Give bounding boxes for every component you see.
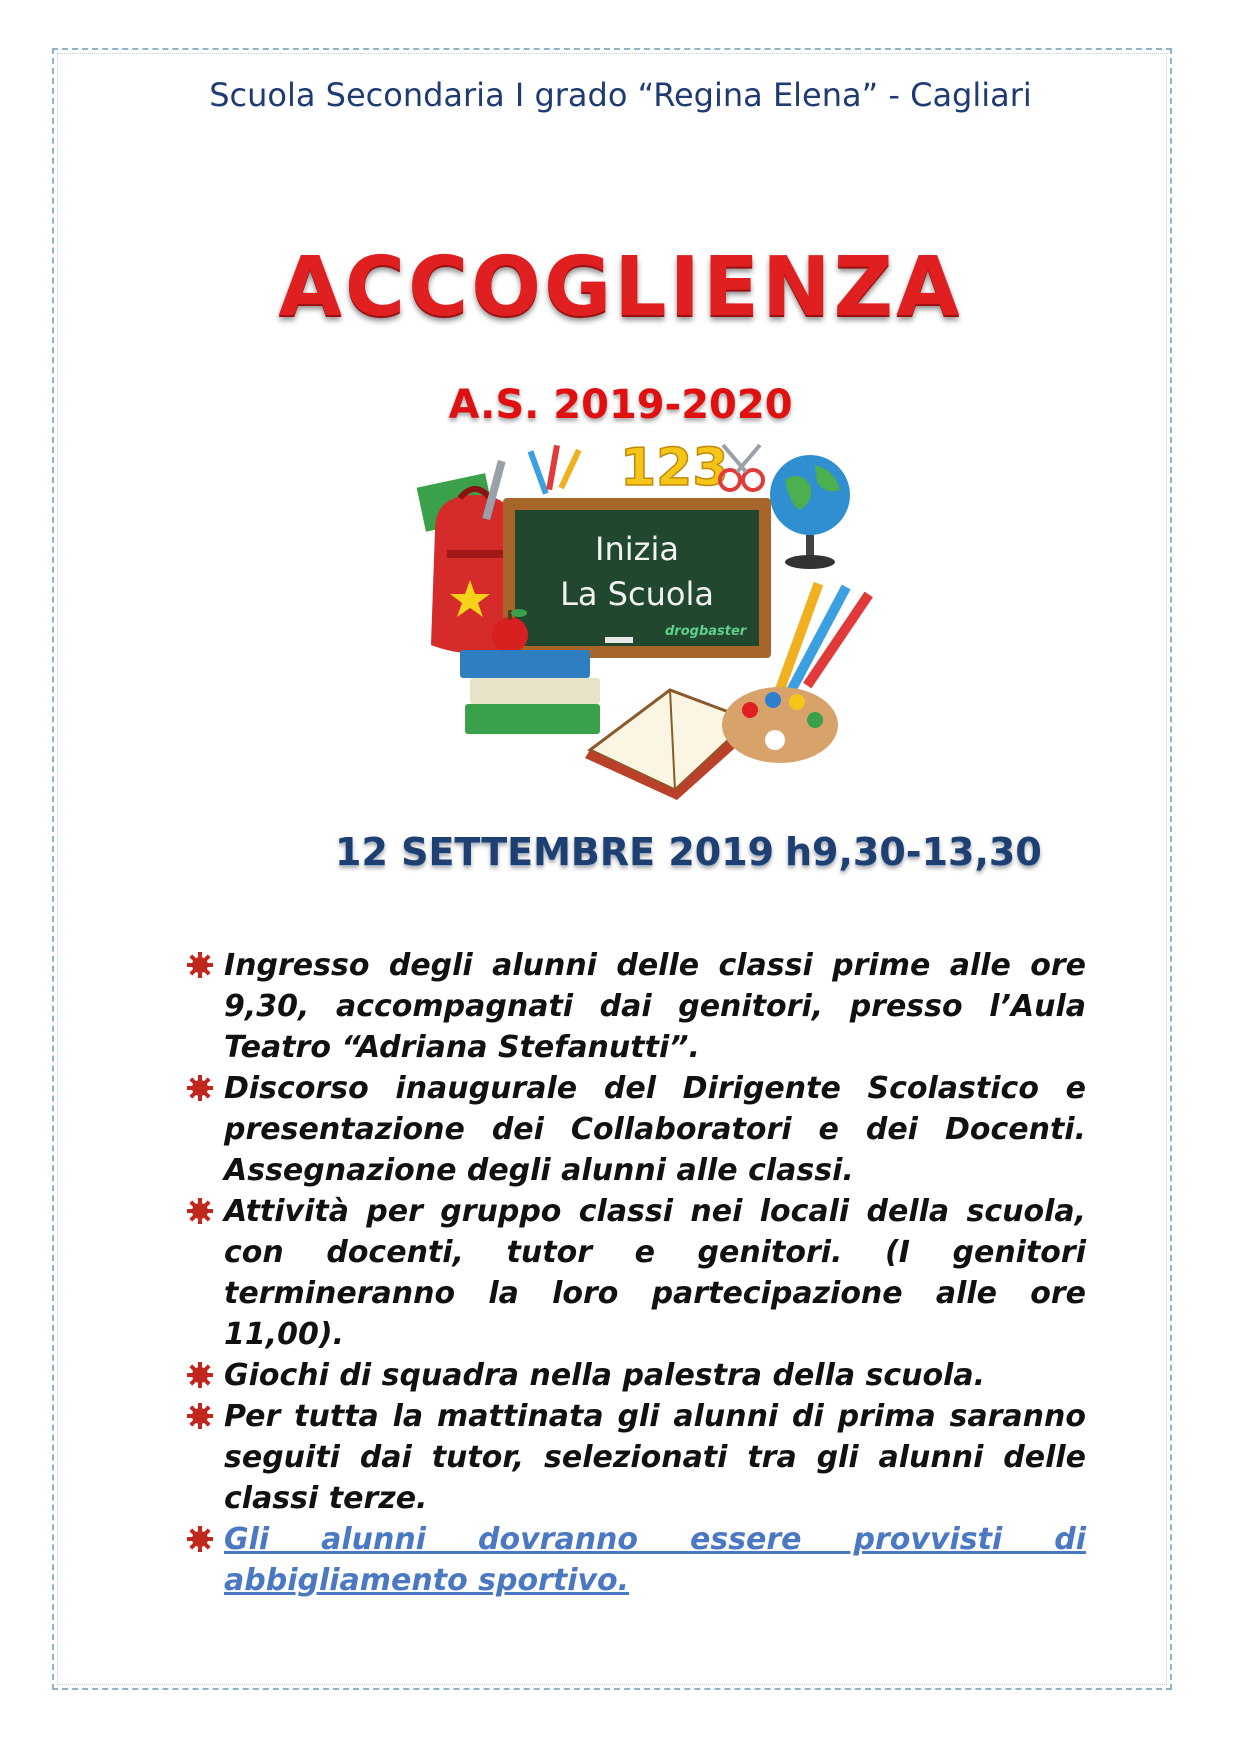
chalkboard-icon bbox=[503, 498, 771, 658]
program-item bbox=[186, 1191, 1086, 1355]
back-to-school-illustration bbox=[415, 440, 915, 800]
star-bullet-icon bbox=[186, 1074, 214, 1102]
numbers-text: 123 bbox=[620, 440, 729, 498]
school-header: Scuola Secondaria I grado “Regina Elena” - Cagliari bbox=[209, 76, 1032, 114]
star-bullet-icon bbox=[186, 1525, 214, 1553]
watermark-text: drogbaster bbox=[665, 624, 747, 639]
star-bullet-icon bbox=[186, 1197, 214, 1225]
school-year: A.S. 2019-2020 bbox=[448, 382, 793, 428]
main-title: ACCOGLIENZA bbox=[278, 240, 963, 335]
chalkboard-line1: Inizia bbox=[595, 530, 679, 568]
program-item-text: Ingresso degli alunni delle classi prime alle ore 9,30, accompagnati dai genitori, presso l’Aula Teatro “Adriana Stefanutti”. bbox=[224, 948, 1086, 1065]
program-item bbox=[186, 1068, 1086, 1191]
event-time: h9,30-13,30 bbox=[785, 830, 1042, 874]
program-item-text: Per tutta la mattinata gli alunni di prima saranno seguiti dai tutor, selezionati tra gli alunni delle classi terze. bbox=[224, 1399, 1086, 1516]
globe-icon bbox=[770, 455, 850, 569]
program-list bbox=[186, 945, 1086, 1601]
event-date: 12 SETTEMBRE 2019 bbox=[335, 830, 775, 874]
program-item bbox=[186, 1355, 1086, 1396]
program-item bbox=[186, 1396, 1086, 1519]
star-bullet-icon bbox=[186, 951, 214, 979]
program-item-text: Discorso inaugurale del Dirigente Scolastico e presentazione dei Collaboratori e dei Docenti. Assegnazione degli alunni alle classi. bbox=[224, 1071, 1086, 1188]
book-stack-icon bbox=[460, 650, 600, 734]
program-item bbox=[186, 945, 1086, 1068]
program-item-text: Giochi di squadra nella palestra della scuola. bbox=[224, 1358, 986, 1393]
program-item-text: Attività per gruppo classi nei locali della scuola, con docenti, tutor e genitori. (I genitori termineranno la loro partecipazione alle ore 11,00). bbox=[224, 1194, 1086, 1352]
sportswear-note-text: Gli alunni dovranno essere provvisti di abbigliamento sportivo. bbox=[224, 1522, 1086, 1598]
paint-palette-icon bbox=[722, 687, 838, 763]
chalkboard-line2: La Scuola bbox=[560, 575, 714, 613]
program-item-note bbox=[186, 1519, 1086, 1601]
star-bullet-icon bbox=[186, 1361, 214, 1389]
star-bullet-icon bbox=[186, 1402, 214, 1430]
